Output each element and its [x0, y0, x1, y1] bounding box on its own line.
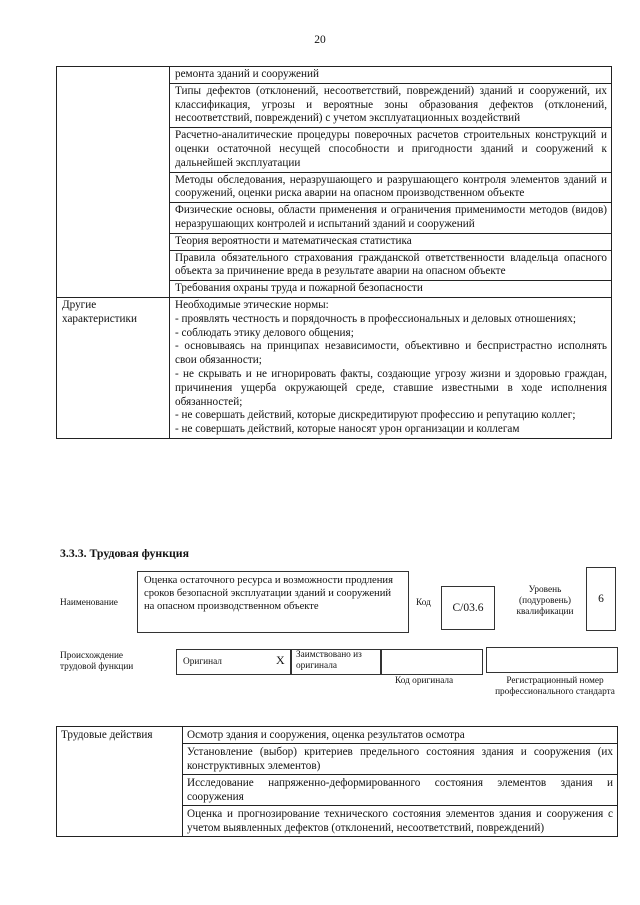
- function-name-box: Оценка остаточного ресурса и возможности продления сроков безопасной эксплуатации зданий и сооружений на опасном производственном объекте: [137, 571, 409, 633]
- cell-text: - не совершать действий, которые наносят урон организации и коллегам: [175, 423, 520, 436]
- other-characteristics-label: Другие характеристики: [57, 297, 170, 438]
- cell-text: Необходимые этические нормы:: [175, 298, 329, 311]
- table-row: [57, 297, 612, 438]
- table-cell: [170, 83, 612, 127]
- table-cell: [170, 233, 612, 250]
- table-cell: [170, 297, 612, 438]
- labor-actions-table: [56, 726, 618, 837]
- table-cell: [170, 281, 612, 298]
- table-label-cell: [57, 67, 170, 298]
- borrowed-label: Заимствовано из оригинала: [296, 650, 362, 671]
- cell-text: Физические основы, области применения и ограничения применимости методов (видов) неразрушающих контролей и испытаний зданий и сооружений: [175, 204, 607, 230]
- table-cell: Оценка и прогнозирование технического состояния элементов здания и сооружения с учетом выявленных дефектов (отклонений, несоответствий, повреждений): [183, 806, 618, 837]
- labor-actions-label: Трудовые действия: [57, 727, 183, 837]
- code-original-caption: Код оригинала: [395, 676, 454, 686]
- table-cell: [170, 67, 612, 84]
- reg-number-caption: Регистрационный номер профессионального стандарта: [495, 676, 615, 697]
- level-label: Уровень (подуровень) квалификации: [516, 585, 574, 617]
- original-mark: X: [276, 653, 285, 667]
- original-label: Оригинал: [183, 657, 222, 667]
- cell-text: - не скрывать и не игнорировать факты, создающие угрозу жизни и здоровью граждан, причинения ущерба окружающей среде, ставшие известными в ходе исполнения обязанностей;: [175, 367, 607, 408]
- knowledge-table: [56, 66, 612, 439]
- cell-text: - не совершать действий, которые дискредитируют профессию и репутацию коллег;: [175, 409, 576, 422]
- table-cell: [170, 250, 612, 281]
- cell-text: Правила обязательного страхования гражданской ответственности владельца опасного объекта за причинение вреда в результате аварии на опасном объекте: [175, 251, 607, 278]
- cell-text: - соблюдать этику делового общения;: [175, 326, 354, 339]
- origin-label: Происхождение трудовой функции: [60, 651, 134, 672]
- section-title: 3.3.3. Трудовая функция: [60, 546, 189, 560]
- cell-text: Теория вероятности и математическая статистика: [175, 234, 412, 247]
- cell-text: Расчетно-аналитические процедуры поверочных расчетов строительных конструкций и оценки остаточной несущей способности и пригодности зданий и сооружений к дальнейшей эксплуатации: [175, 129, 607, 169]
- table-cell: Исследование напряженно-деформированного состояния элементов здания и сооружения: [183, 775, 618, 806]
- cell-text: Требования охраны труда и пожарной безопасности: [175, 282, 423, 295]
- page-number: 20: [314, 34, 326, 46]
- table-row: [57, 67, 612, 84]
- table-row: [57, 727, 618, 744]
- level-value-box: 6: [586, 567, 616, 631]
- cell-text: ремонта зданий и сооружений: [175, 68, 319, 80]
- table-cell: Осмотр здания и сооружения, оценка результатов осмотра: [183, 727, 618, 744]
- cell-text: - основываясь на принципах независимости, объективно и беспристрастно исполнять свои обязанности;: [175, 340, 607, 367]
- cell-text: - проявлять честность и порядочность в профессиональных и деловых отношениях;: [175, 312, 576, 325]
- table-cell: Установление (выбор) критериев предельного состояния здания и сооружения (их конструктивных элементов): [183, 744, 618, 775]
- cell-text: Типы дефектов (отклонений, несоответствий, повреждений) зданий и сооружений, их классификация, угрозы и вероятные зоны образования дефектов (отклонений, несоответствий, повреждений) с учетом эксплуатационных воздействий: [175, 84, 607, 125]
- table-cell: [170, 203, 612, 234]
- code-original-box: [381, 649, 483, 675]
- name-label: Наименование: [60, 598, 118, 608]
- cell-text: Методы обследования, неразрушающего и разрушающего контроля элементов зданий и сооружений, оценки риска аварии на опасном производственном объекте: [175, 173, 607, 200]
- code-label: Код: [416, 598, 431, 608]
- reg-number-box: [486, 647, 618, 673]
- table-cell: [170, 128, 612, 172]
- table-cell: [170, 172, 612, 203]
- code-value-box: С/03.6: [441, 586, 495, 630]
